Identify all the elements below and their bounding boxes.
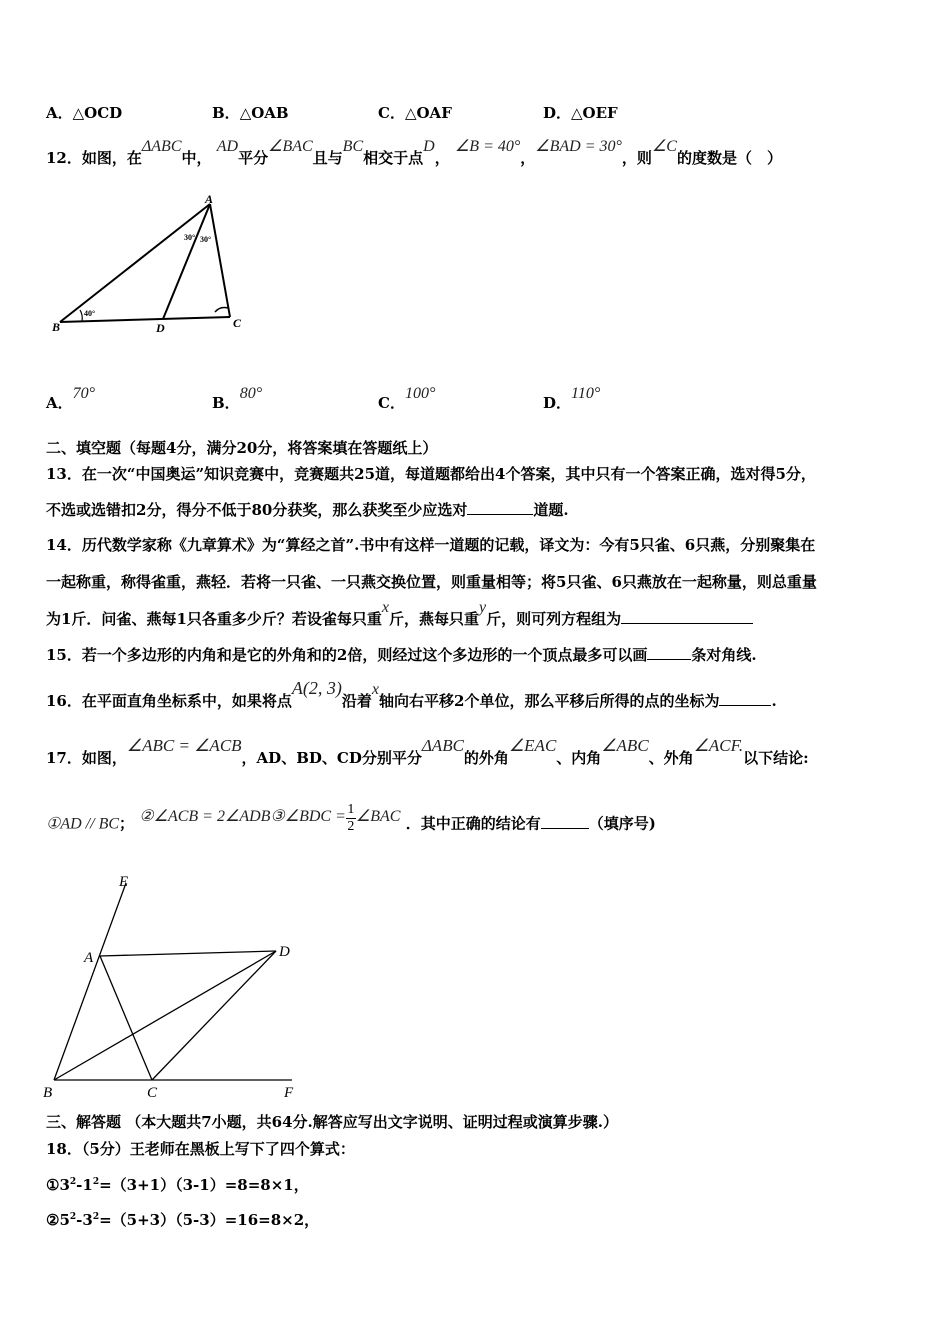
q15-answer-blank [647,645,691,660]
label-c: C [233,316,242,330]
q14-line-2: 一起称重，称得雀重，燕轻．若将一只雀、一只燕交换位置，则重量相等；将5只雀、6只燕放在一起称量，则总重量 [46,573,817,591]
q11-option-c: C．△OAF [378,104,452,122]
segment-cd [152,951,276,1080]
label-d: D [156,321,165,334]
label-a: A [205,192,214,206]
angle-c-arc [215,308,228,313]
q13-line-1: 13．在一次“中国奥运”知识竞赛中，竞赛题共25道，每道题都给出4个答案，其中只有一个答案正确，选对得5分， [46,465,816,483]
ray-be [54,883,126,1080]
q18-intro: 18．（5分）王老师在黑板上写下了四个算式： [46,1140,355,1158]
q11-option-d: D．△OEF [543,104,618,122]
angle-b-label: 40° [84,309,96,318]
q16-line: 16．在平面直角坐标系中，如果将点A(2, 3)沿着x轴向右平移2个单位，那么平移后所得的点的坐标为 . [46,678,777,710]
q12-option-c: C．100° [378,385,436,412]
q12-stem: 12．如图，在ΔABC中， AD平分∠BAC且与BC相交于点D， ∠B = 40°，∠BAD = 30°，则∠C的度数是（ ） [46,138,782,167]
q15-line: 15．若一个多边形的内角和是它的外角和的2倍，则经过这个多边形的一个顶点最多可以画 条对角线. [46,646,757,664]
q12-option-d: D．110° [543,385,601,412]
q11-option-a: A．△OCD [46,104,123,122]
label-b: B [43,1085,53,1101]
angle-b-arc [80,310,82,321]
q12-option-a: A．70° [46,385,96,412]
label-e: E [119,874,129,890]
section-2-heading: 二、填空题（每题4分，满分20分，将答案填在答题纸上） [46,439,438,457]
label-a: A [84,950,94,966]
q17-fraction-half: $\frac{1}{2}$ [347,802,355,834]
angle-bad-label: 30° [184,233,196,242]
q14-line-1: 14．历代数学家称《九章算术》为“算经之首”.书中有这样一道题的记载，译文为：今有5只雀、6只燕，分别聚集在 [46,536,816,554]
q17-geometry-figure [40,868,310,1104]
q17-stem: 17．如图，∠ABC = ∠ACB，AD、BD、CD分别平分ΔABC的外角∠EAC、内角∠ABC、外角∠ACF.以下结论: [46,736,809,767]
angle-dac-label: 30° [200,235,212,244]
label-c: C [147,1085,158,1101]
segment-ad [100,951,276,956]
side-ab [60,204,210,322]
section-3-heading: 三、解答题 （本大题共7小题，共64分.解答应写出文字说明、证明过程或演算步骤.） [46,1113,618,1131]
side-ac [210,204,230,317]
q13-line-2: 不选或选错扣2分，得分不低于80分获奖，那么获奖至少应选对 道题. [46,501,569,519]
q14-line-3: 为1斤．问雀、燕每1只各重多少斤？若设雀每只重x斤，燕每只重y斤，则可列方程组为 [46,609,753,630]
q16-answer-blank [719,691,771,706]
segment-bd [54,951,276,1080]
q12-triangle-figure [50,192,255,334]
label-d: D [279,944,290,960]
q14-answer-blank [621,609,753,624]
q12-option-b: B．80° [212,385,263,412]
q18-expression-2: $②5^2-3^2=(5+3)(5-3)=16=8\times 2$， [46,1211,320,1229]
q17-answer-blank [541,814,589,829]
q13-answer-blank [467,500,533,515]
segment-ac [100,956,152,1080]
label-f: F [284,1085,294,1101]
q17-conclusions: ①AD // BC； ②∠ACB = 2∠ADB③∠BDC = $\frac{1}{2}$ ∠BAC ．其中正确的结论有 （填序号) [46,802,656,834]
q11-option-b: B．△OAB [212,104,289,122]
q18-expression-1: $①3^2-1^2=(3+1)(3-1)=8=8\times 1$， [46,1176,309,1194]
label-b: B [52,320,61,334]
